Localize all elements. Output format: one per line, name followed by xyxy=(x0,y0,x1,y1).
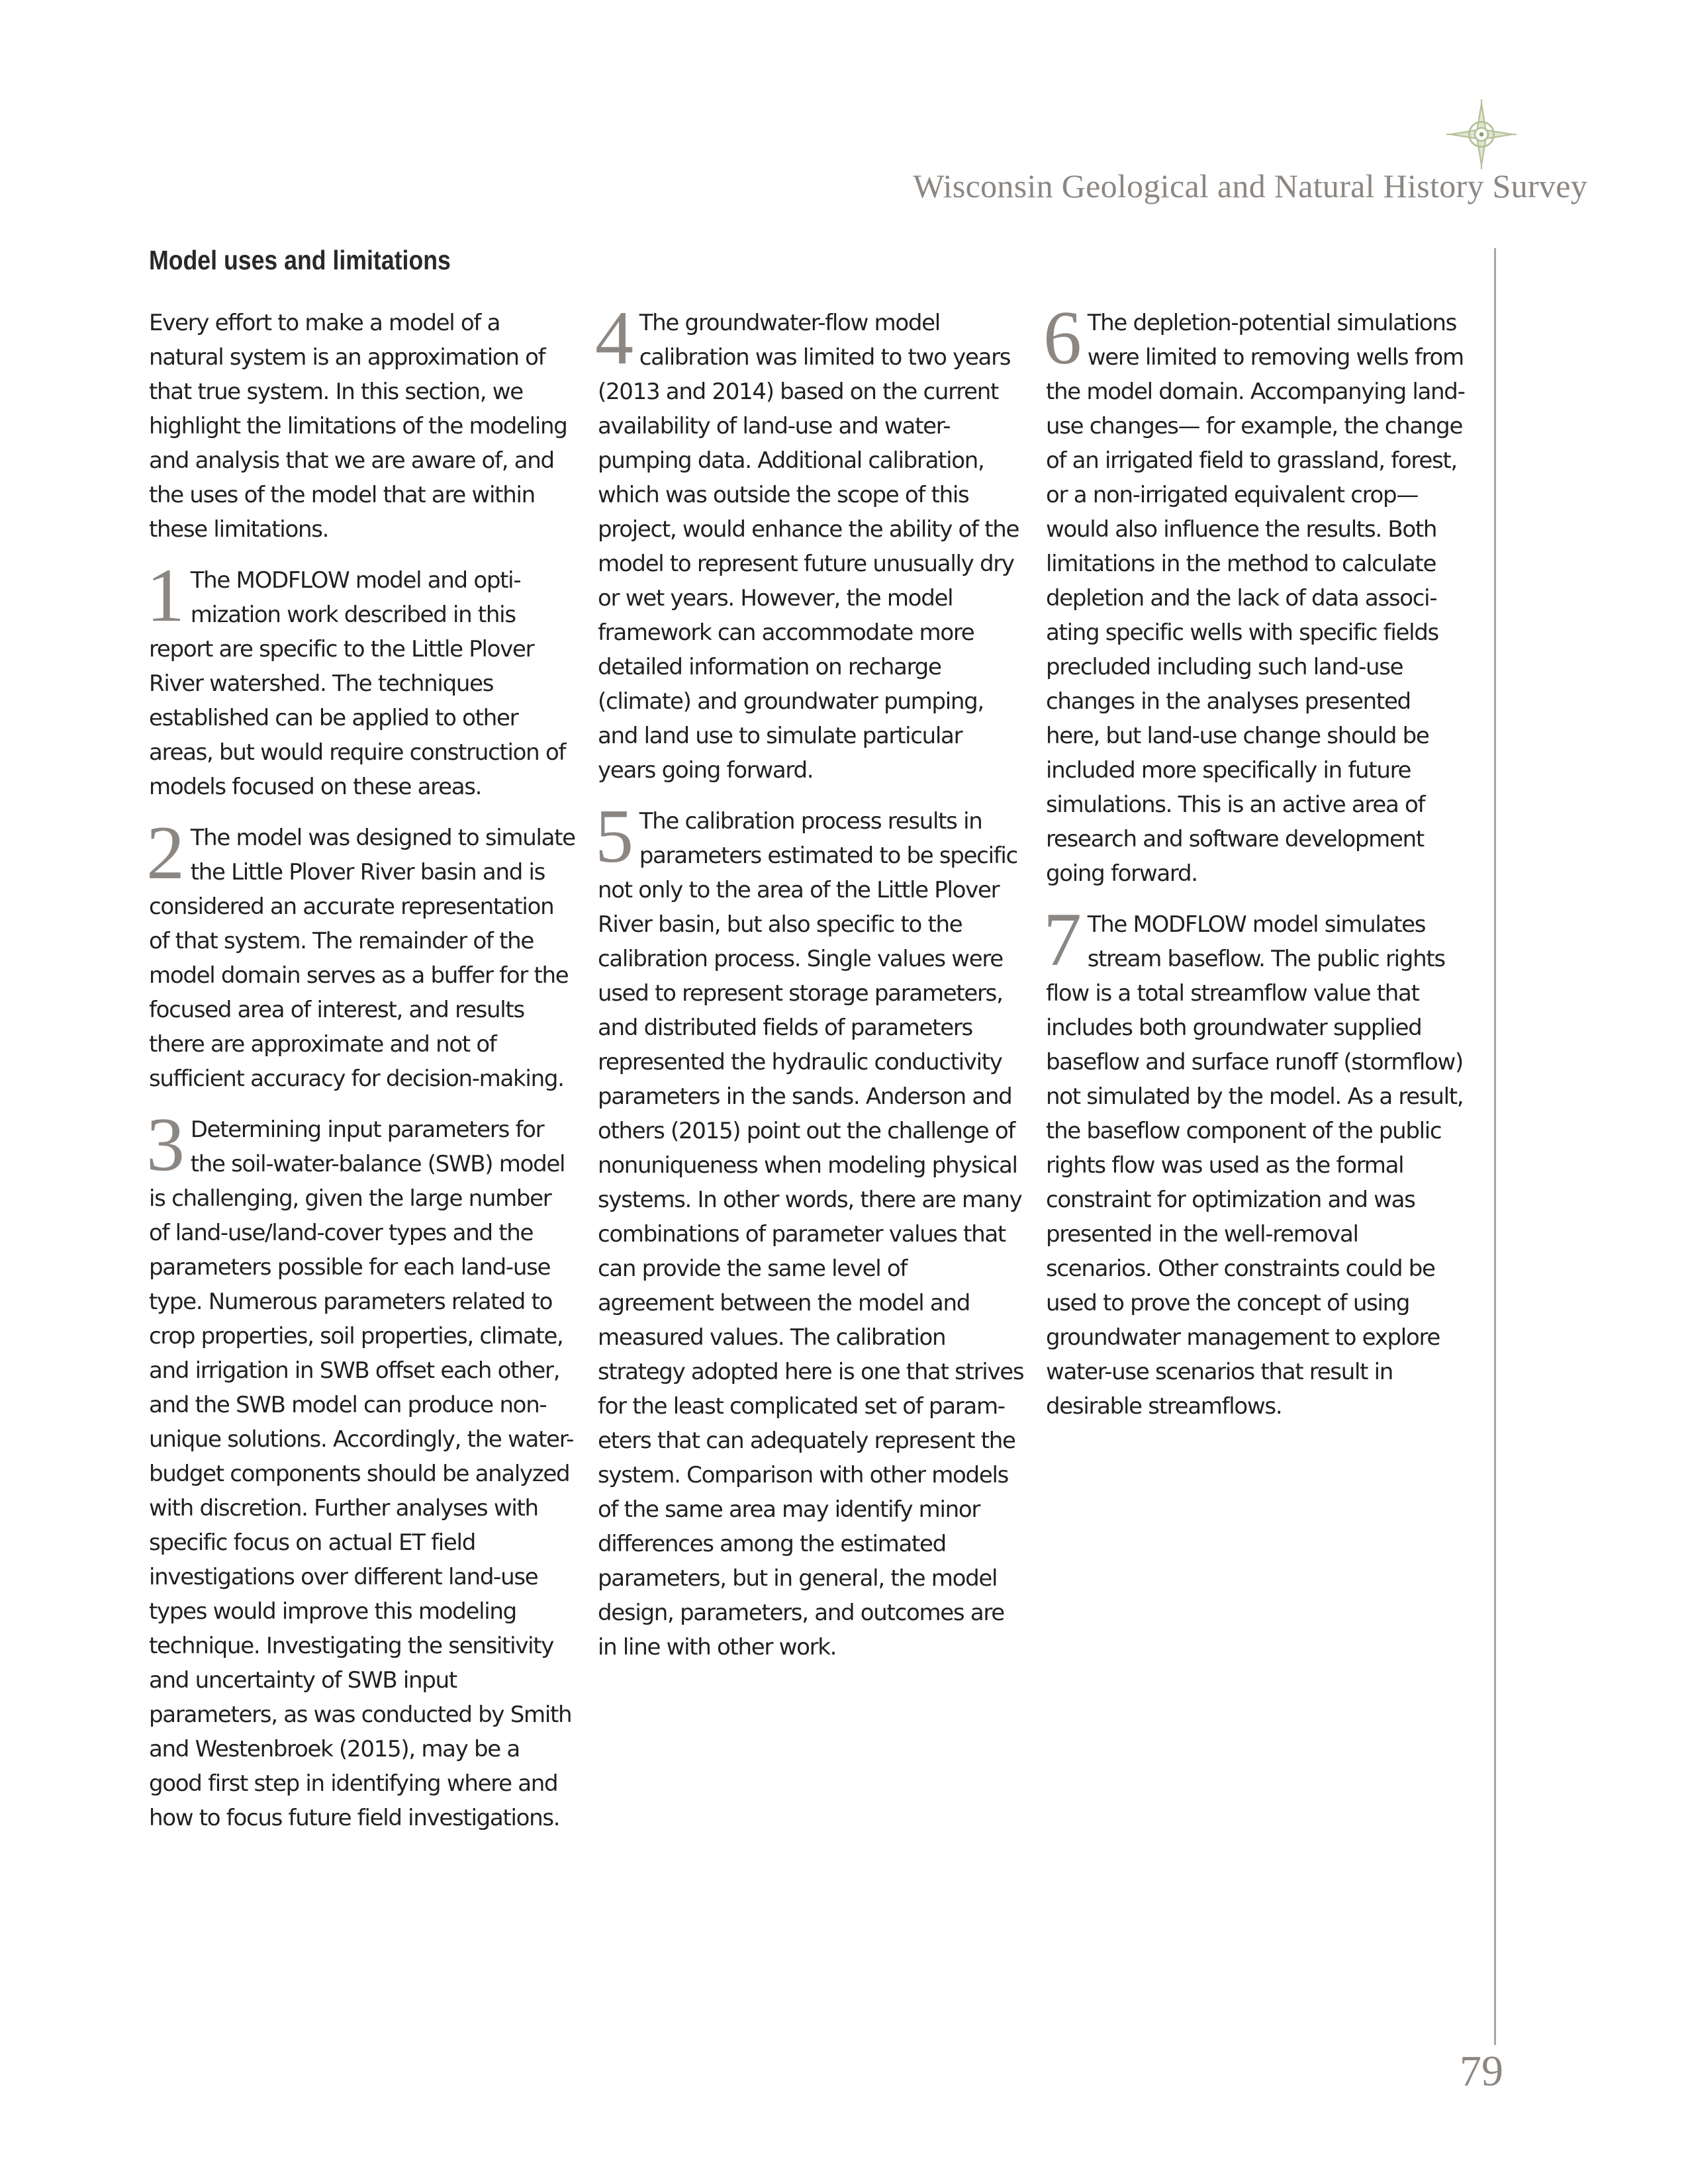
limitation-item xyxy=(146,811,576,1096)
section-heading: Model uses and limitations xyxy=(149,245,451,275)
vertical-rule xyxy=(1494,248,1496,2045)
publication-title: Wisconsin Geological and Natural History Survey xyxy=(913,167,1587,205)
limitation-item xyxy=(1043,296,1470,891)
item-number: 7 xyxy=(1043,897,1081,982)
item-text: The MODFLOW model and optimization work described in this report are specific to the Little Plover River watershed. The techniques established can be applied to other areas, but would require construction of models focused on these areas. xyxy=(149,567,566,800)
text-column-1 xyxy=(146,306,576,1852)
limitation-item xyxy=(146,1103,576,1835)
compass-rose-icon xyxy=(1445,98,1518,171)
text-column-2 xyxy=(595,296,1025,1681)
page-number: 79 xyxy=(1460,2047,1503,2095)
item-number: 5 xyxy=(595,794,633,879)
limitation-item xyxy=(595,296,1025,788)
item-number: 1 xyxy=(146,553,184,638)
item-number: 6 xyxy=(1043,296,1081,381)
limitation-item xyxy=(1043,897,1470,1424)
limitation-item xyxy=(595,794,1025,1664)
limitation-item xyxy=(146,553,576,804)
item-text: The groundwater-flow model calibration was limited to two years (2013 and 2014) based on the current availability of land-use and water-pumping data. Additional calibration, which was outside the scope of this project, would enhance the ability of the model to represent future unusually dry or wet years. However, the model framework can accommodate more detailed information on recharge (climate) and groundwater pumping, and land use to simulate particular years going forward. xyxy=(598,310,1019,784)
item-number: 2 xyxy=(146,811,184,895)
item-text: The model was designed to simulate the Little Plover River basin and is considered an accurate representation of that system. The remainder of the model domain serves as a buffer for the focused area of interest, and results there are approximate and not of sufficient accuracy for decision-making. xyxy=(149,825,575,1092)
item-text: Determining input parameters for the soil-water-balance (SWB) model is challenging, given the large number of land-use/land-cover types and the parameters possible for each land-use type. Numerous parameters related to crop properties, soil properties, climate, and irrigation in SWB offset each other, and the SWB model can produce non-unique solutions. Accordingly, the water-budget components should be analyzed with discretion. Further analyses with specific focus on actual ET field investigations over different land-use types would improve this modeling technique. Investigating the sensitivity and uncertainty of SWB input parameters, as was conducted by Smith and Westenbroek (2015), may be a good first step in identifying where and how to focus future field investigations. xyxy=(149,1116,574,1831)
item-text: The calibration process results in parameters estimated to be specific not only to the area of the Little Plover River basin, but also specific to the calibration process. Single values were used to represent storage parameters, and distributed fields of parameters represented the hydraulic conductivity parameters in the sands. Anderson and others (2015) point out the challenge of nonuniqueness when modeling physical systems. In other words, there are many combinations of parameter values that can provide the same level of agreement between the model and measured values. The calibration strategy adopted here is one that strives for the least complicated set of parameters that can adequately represent the system. Comparison with other models of the same area may identify minor differences among the estimated parameters, but in general, the model design, parameters, and outcomes are in line with other work. xyxy=(598,808,1024,1661)
item-text: The MODFLOW model simulates stream baseflow. The public rights flow is a total streamflow value that includes both groundwater supplied baseflow and surface runoff (stormflow) not simulated by the model. As a result, the baseflow component of the public rights flow was used as the formal constraint for optimization and was presented in the well-removal scenarios. Other constraints could be used to prove the concept of using groundwater management to explore water-use scenarios that result in desirable streamflows. xyxy=(1046,911,1464,1420)
item-number: 3 xyxy=(146,1103,184,1187)
intro-paragraph: Every effort to make a model of a natural system is an approximation of that true system. In this section, we highlight the limitations of the modeling and analysis that we are aware of, and the uses of the model that are within these limitations. xyxy=(149,310,567,543)
text-column-3 xyxy=(1043,296,1470,1440)
item-number: 4 xyxy=(595,296,633,381)
item-text: The depletion-potential simulations were limited to removing wells from the model domain. Accompanying land-use changes— for example, the change of an irrigated field to grassland, forest, or a non-irrigated equivalent crop— would also influence the results. Both limitations in the method to calculate depletion and the lack of data associating specific wells with specific fields precluded including such land-use changes in the analyses presented here, but land-use change should be included more specifically in future simulations. This is an active area of research and software development going forward. xyxy=(1046,310,1465,887)
